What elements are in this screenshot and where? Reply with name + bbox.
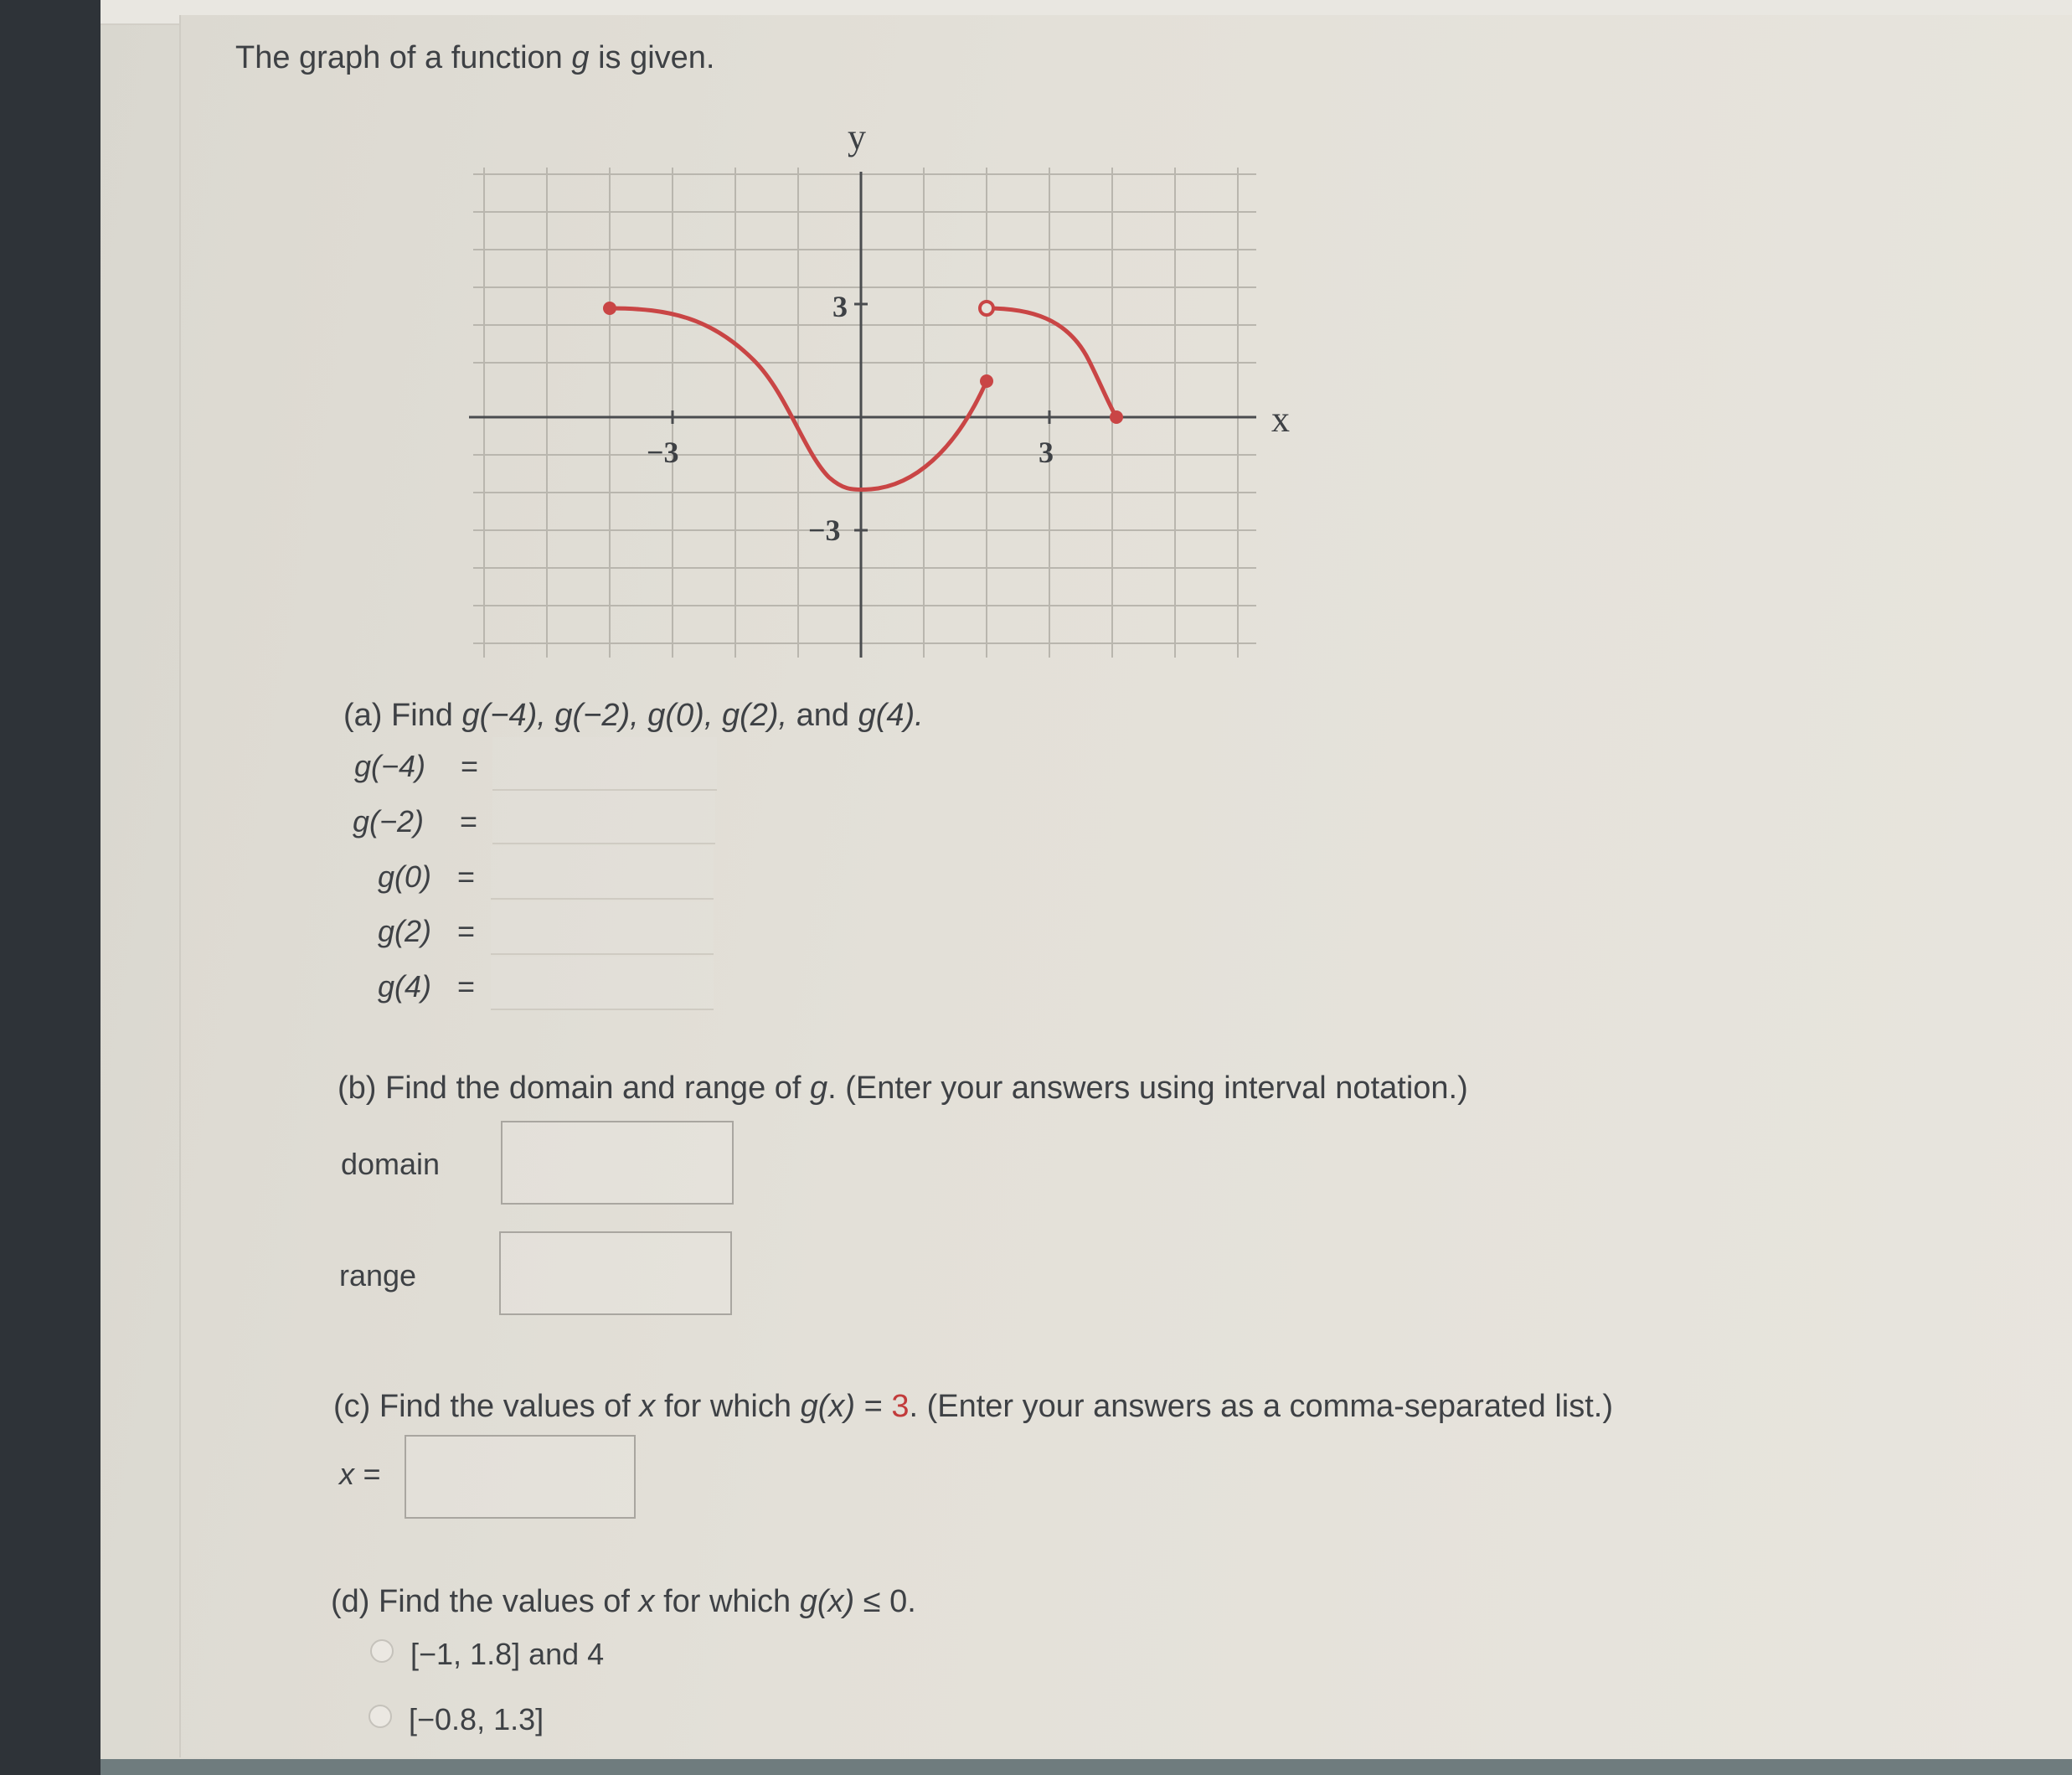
bottom-strip [101,1759,2072,1775]
answer-field-g-neg4[interactable] [492,737,717,791]
y-tick-label-neg: −3 [808,513,841,547]
part-b-prompt: (b) Find the domain and range of g. (Enter your answers using interval notation.) [338,1071,1468,1106]
option-1-radio[interactable] [370,1639,394,1663]
domain-input[interactable] [501,1121,734,1205]
x-tick-label-neg: −3 [647,436,679,469]
x-tick-label-pos: 3 [1039,436,1054,469]
range-input[interactable] [499,1231,732,1315]
option-2-radio[interactable] [369,1705,392,1728]
row-eq-g-0: = [457,859,476,894]
answer-field-g-0[interactable] [491,846,714,900]
part-a-prompt: (a) Find g(−4), g(−2), g(0), g(2), and g(4). [343,698,924,733]
axes [469,172,1256,658]
y-axis-label: y [848,116,866,157]
part-d-prompt: (d) Find the values of x for which g(x) ≤ 0. [331,1584,916,1619]
row-eq-g-4: = [457,969,476,1004]
intro-text: The graph of a function g is given. [235,40,715,75]
row-eq-g-2: = [457,914,476,948]
row-label-g-neg2: g(−2) [353,804,425,838]
closed-point-right [1110,410,1123,424]
domain-label: domain [341,1147,441,1181]
row-label-g-4: g(4) [378,969,432,1004]
row-eq-g-neg2: = [460,804,478,838]
answer-field-g-4[interactable] [491,957,714,1010]
row-label-g-0: g(0) [378,859,432,894]
row-label-g-2: g(2) [378,914,432,948]
option-1-label: [−1, 1.8] and 4 [410,1637,605,1671]
grid [473,168,1256,658]
part-c-prompt: (c) Find the values of x for which g(x) = 3. (Enter your answers as a comma-separated list.) [333,1389,1613,1424]
x-axis-label: x [1271,399,1290,440]
closed-point-left [603,302,616,315]
answer-field-g-neg2[interactable] [492,791,715,844]
option-2-label: [−0.8, 1.3] [409,1702,544,1736]
function-graph [452,109,1323,679]
range-label: range [339,1258,417,1293]
y-tick-label-pos: 3 [832,290,848,323]
answer-field-g-2[interactable] [491,901,714,955]
x-equals-label: x = [339,1457,381,1491]
closed-point-mid [980,374,993,388]
x-values-input[interactable] [405,1435,636,1519]
row-eq-g-neg4: = [461,749,479,783]
row-label-g-neg4: g(−4) [354,749,426,783]
open-point-top [980,302,993,315]
